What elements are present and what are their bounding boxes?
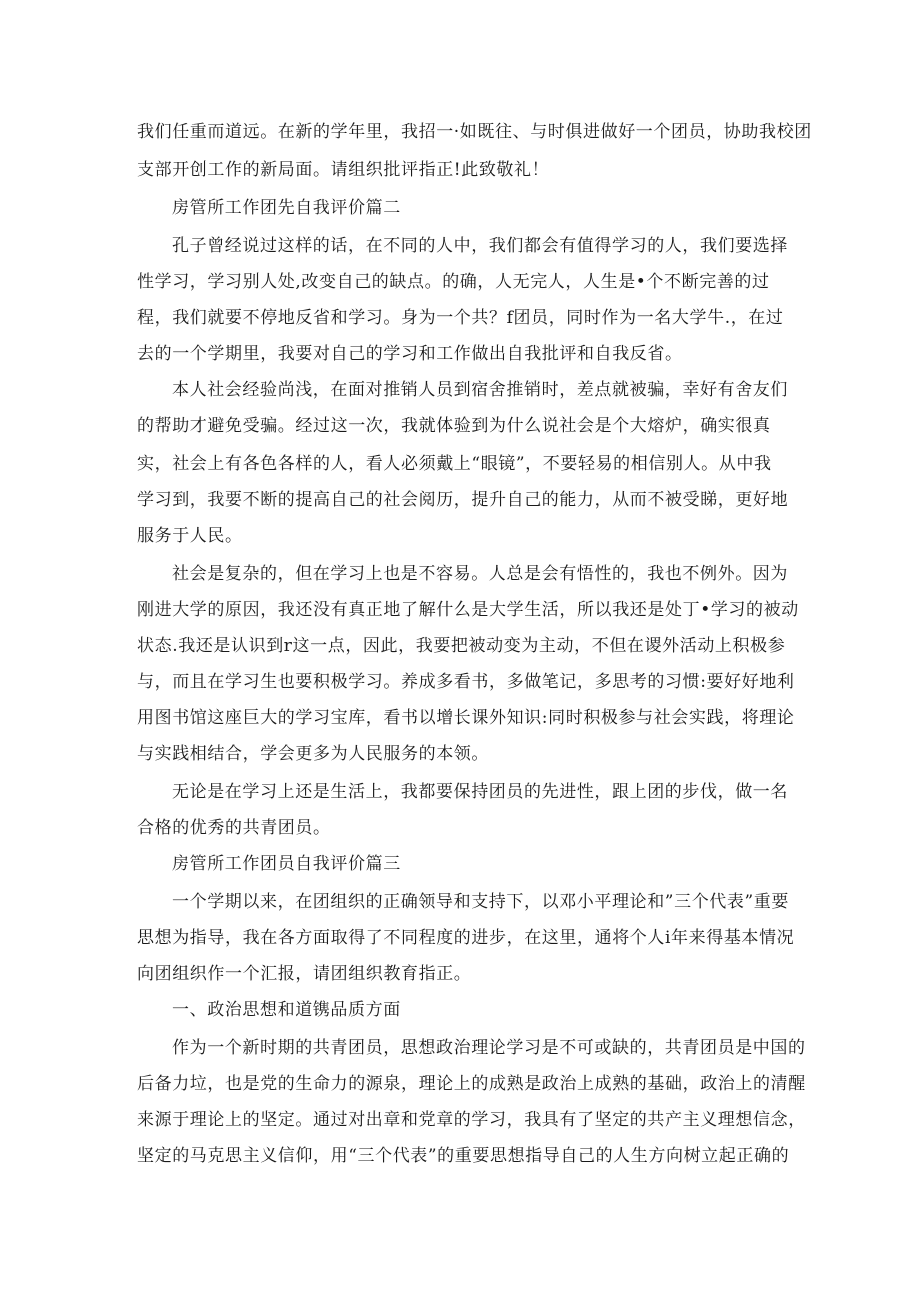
text-line: 社会是复杂的，但在学习上也是不容易。人总是会有悟性的，我也不例外。因为 <box>172 564 788 584</box>
text-line: 坚定的马克思主义信仰，用“三个代表”的重要思想指导自己的人生方向树立起正确的 <box>137 1146 790 1166</box>
text-line: 我们任重而道远。在新的学年里，我招一·如既往、与时俱进做好一个团员，协助我校团 <box>137 122 812 142</box>
text-line: 的帮助才避免受骗。经过这一次，我就体验到为什么说社会是个大熔炉，确实很真 <box>137 416 771 436</box>
text-line: 学习到，我要不断的提高自己的社会阅历，提升自己的能力，从而不被受睇，更好地 <box>137 490 789 510</box>
text-line: 与实践相结合，学会更多为人民服务的本领。 <box>137 744 489 764</box>
text-line: 思想为指导，我在各方面取得了不同程度的进步，在这里，通将个人i年来得基本情况 <box>137 928 795 948</box>
text-line: 向团组织作一个汇报，请团组织教育指正。 <box>137 964 472 984</box>
section-title: 房管所工作团先自我评价篇二 <box>172 198 401 218</box>
text-line: 支部开创工作的新局面。请组织批评指正!此致敬礼！ <box>137 160 550 180</box>
subsection-title: 一、政治思想和道镌品质方面 <box>172 1000 401 1020</box>
text-line: 后备力垃，也是党的生命力的源泉，理论上的成熟是政治上成熟的基础，政治上的清醒 <box>137 1074 806 1094</box>
text-line: 来源于理论上的坚定。通过对出章和党章的学习，我具有了坚定的共产主义理想信念， <box>137 1110 806 1130</box>
text-line: 性学习，学习别人处,改变自己的缺点。的确，人无完人，人生是•个不断完善的过 <box>137 272 770 292</box>
text-line: 去的一个学期里，我要对自己的学习和工作做出自我批评和自我反省。 <box>137 344 683 364</box>
text-line: 服务于人民。 <box>137 526 243 546</box>
text-line: 孔子曾经说过这样的话，在不同的人中，我们都会有值得学习的人，我们要选择 <box>172 236 788 256</box>
text-line: 作为一个新时期的共青团员，思想政治理论学习是不可或缺的，共青团员是中国的 <box>172 1038 806 1058</box>
text-line: 与，而且在学习生也要积极学习。养成多看书，多做笔记，多思考的习惯:要好好地利 <box>137 672 795 692</box>
text-line: 用图书馆这座巨大的学习宝库，看书以增长课外知识:同时积极参与社会实践，将理论 <box>137 708 795 728</box>
section-title: 房管所工作团员自我评价篇三 <box>172 854 401 874</box>
text-line: 刚进大学的原因，我还没有真正地了解什么是大学生活，所以我还是处丁•学习的被动 <box>137 600 799 620</box>
text-line: 状态.我还是认识到r这一点，因此，我要把被动变为主动，不但在谡外活动上积极参 <box>137 636 786 656</box>
text-line: 无论是在学习上还是生活上，我都要保持团员的先进性，跟上团的步伐，做一名 <box>172 782 788 802</box>
text-line: 一个学期以来，在团组织的正确领导和支持下，以邓小平理论和”三个代表”重要 <box>172 892 789 912</box>
text-line: 程，我们就要不停地反省和学习。身为一个共？f团员，同时作为一名大学牛.，在过 <box>137 308 784 328</box>
text-line: 实，社会上有各色各样的人，看人必须戴上“眼镜”，不要轻易的相信别人。从中我 <box>137 454 772 474</box>
text-line: 本人社会经验尚浅，在面对推销人员到宿舍推销时，差点就被骗，幸好有舍友们 <box>172 380 788 400</box>
text-line: 合格的优秀的共青团员。 <box>137 818 331 838</box>
